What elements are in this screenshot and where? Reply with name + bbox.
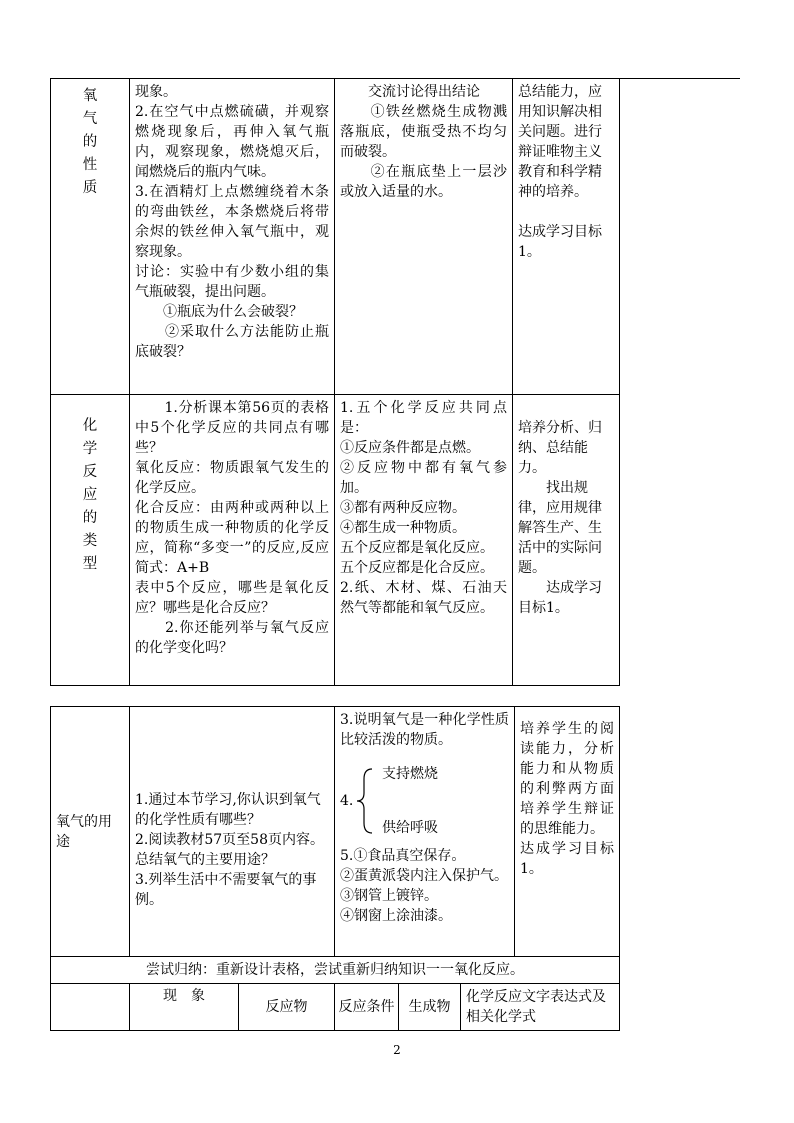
activity-line: 化合反应：由两种或两种以上的物质生成一种物质的化学反应，简称“多变一”的反应,反应简式：A+B xyxy=(135,500,329,576)
summary-text: 尝试归纳：重新设计表格，尝试重新归纳知识一一氧化反应。 xyxy=(146,962,524,978)
goal-line: 达成学习目标1。 xyxy=(518,224,602,260)
goal-line xyxy=(518,202,614,222)
outcomes-cell xyxy=(335,707,515,957)
activity-line: 2.阅读教材57页至58页内容。总结氧气的主要用途？ xyxy=(135,832,324,868)
outcome-line: 1.五个化学反应共同点是： xyxy=(340,400,507,436)
outcome-line: 交流讨论得出结论 xyxy=(340,84,480,100)
activity-line: 1.通过本节学习,你认识到氧气的化学性质有哪些？ xyxy=(135,792,321,828)
goal-line: 培养分析、归纳、总结能力。 xyxy=(518,420,602,476)
header-products: 生成物 xyxy=(399,984,461,1031)
category-char: 性 xyxy=(82,157,98,173)
activity-line: 3.在酒精灯上点燃缠绕着木条的弯曲铁丝，本条燃烧后将带余烬的铁丝伸入氧气瓶中，观察现象。 xyxy=(135,184,329,260)
goal-line xyxy=(518,398,614,418)
outcome-line: ④都生成一种物质。 xyxy=(340,520,466,536)
goal-line: 达成学习目标1。 xyxy=(520,841,615,877)
category-char: 化 xyxy=(82,418,98,434)
outcome-line: 五个反应都是氧化反应。 xyxy=(340,540,494,556)
activity-line: 氧化反应：物质跟氧气发生的化学反应。 xyxy=(135,460,329,496)
uses-brace-group xyxy=(340,764,509,838)
category-char: 的 xyxy=(82,134,98,150)
outcome-line: 五个反应都是化合反应。 xyxy=(340,560,494,576)
brace-item: 供给呼吸 xyxy=(382,820,438,836)
header-expression: 化学反应文字表达式及相关化学式 xyxy=(461,984,620,1031)
outcome-line: ①反应条件都是点燃。 xyxy=(340,440,480,456)
lesson-table-2 xyxy=(50,706,620,1031)
row-summary xyxy=(51,957,620,984)
category-char: 反 xyxy=(82,464,98,480)
category-label: 氧气的用途 xyxy=(56,813,112,850)
outcome-line: ③钢管上镀锌。 xyxy=(340,888,438,904)
category-oxygen-properties xyxy=(51,79,130,395)
brace-items xyxy=(376,764,438,838)
goal-line: 达成学习目标1。 xyxy=(518,580,602,616)
row-reaction-types xyxy=(51,395,620,686)
row-oxygen-properties xyxy=(51,79,620,395)
category-reaction-types xyxy=(51,395,130,686)
activity-line: 1.分析课本第56页的表格中5个化学反应的共同点有哪些？ xyxy=(135,400,329,456)
curly-brace-icon xyxy=(354,767,376,835)
activities-cell xyxy=(130,395,335,686)
category-char: 型 xyxy=(82,556,98,572)
outcome-line: ④钢窗上涂油漆。 xyxy=(340,908,452,924)
goals-cell xyxy=(515,707,620,957)
activities-cell xyxy=(130,79,335,395)
outcome-line: ②反应物中都有氧气参加。 xyxy=(340,460,507,496)
empty-header-cell xyxy=(51,984,130,1031)
category-char: 质 xyxy=(82,180,98,196)
activity-line: 2.你还能列举与氧气反应的化学变化吗？ xyxy=(135,620,329,656)
category-char: 应 xyxy=(82,487,98,503)
row-oxygen-uses xyxy=(51,707,620,957)
outcome-line: 2.纸、木材、煤、石油天然气等都能和氧气反应。 xyxy=(340,580,507,616)
outcomes-cell xyxy=(335,79,513,395)
activities-cell xyxy=(130,707,335,957)
outcome-line: 3.说明氧气是一种化学性质比较活泼的物质。 xyxy=(340,712,510,748)
activity-line: 表中5个反应，哪些是氧化反应？哪些是化合反应？ xyxy=(135,580,329,616)
activity-line: 讨论：实验中有少数小组的集气瓶破裂，提出问题。 xyxy=(135,264,329,300)
goal-line: 总结能力，应用知识解决相关问题。进行辩证唯物主义教育和科学精神的培养。 xyxy=(518,84,602,200)
activity-line: ②采取什么方法能防止瓶底破裂？ xyxy=(135,324,329,360)
lesson-table-1 xyxy=(50,78,620,686)
header-phenomenon: 现 象 xyxy=(130,984,239,1031)
goals-cell xyxy=(513,395,620,686)
activity-line: 3.列举生活中不需要氧气的事例。 xyxy=(135,872,317,908)
category-char: 类 xyxy=(82,533,98,549)
outcome-line: ②蛋黄派袋内注入保护气。 xyxy=(340,868,508,884)
brace-number: 4. xyxy=(340,793,354,809)
header-reactants: 反应物 xyxy=(239,984,335,1031)
outcomes-cell xyxy=(335,395,513,686)
activity-line: ①瓶底为什么会破裂？ xyxy=(135,304,303,320)
category-char: 的 xyxy=(82,510,98,526)
outcome-line: ③都有两种反应物。 xyxy=(340,500,466,516)
outcome-list xyxy=(340,846,509,926)
header-conditions: 反应条件 xyxy=(335,984,399,1031)
goals-cell xyxy=(513,79,620,395)
summary-cell xyxy=(51,957,620,984)
category-char: 氧 xyxy=(82,88,98,104)
category-char: 学 xyxy=(82,441,98,457)
activity-line: 现象。 xyxy=(135,84,177,100)
goal-line: 找出规律，应用规律解答生产、生活中的实际问题。 xyxy=(518,480,602,576)
outcome-line: ①铁丝燃烧生成物溅落瓶底，使瓶受热不均匀而破裂。 xyxy=(340,104,507,160)
page-number: 2 xyxy=(393,1043,401,1057)
outcome-line: 5.①食品真空保存。 xyxy=(340,848,466,864)
category-char: 气 xyxy=(82,111,98,127)
brace-item: 支持燃烧 xyxy=(382,766,438,782)
goal-line: 培养学生的阅读能力，分析能力和从物质的利弊两方面培养学生辩证的思维能力。 xyxy=(520,721,615,837)
activity-line: 2.在空气中点燃硫磺，并观察燃烧现象后，再伸入氧气瓶内，观察现象，燃烧熄灭后，闻燃烧后的瓶内气味。 xyxy=(135,104,329,180)
category-oxygen-uses xyxy=(51,707,130,957)
row-headers xyxy=(51,984,620,1031)
outcome-line: ②在瓶底垫上一层沙或放入适量的水。 xyxy=(340,164,507,200)
